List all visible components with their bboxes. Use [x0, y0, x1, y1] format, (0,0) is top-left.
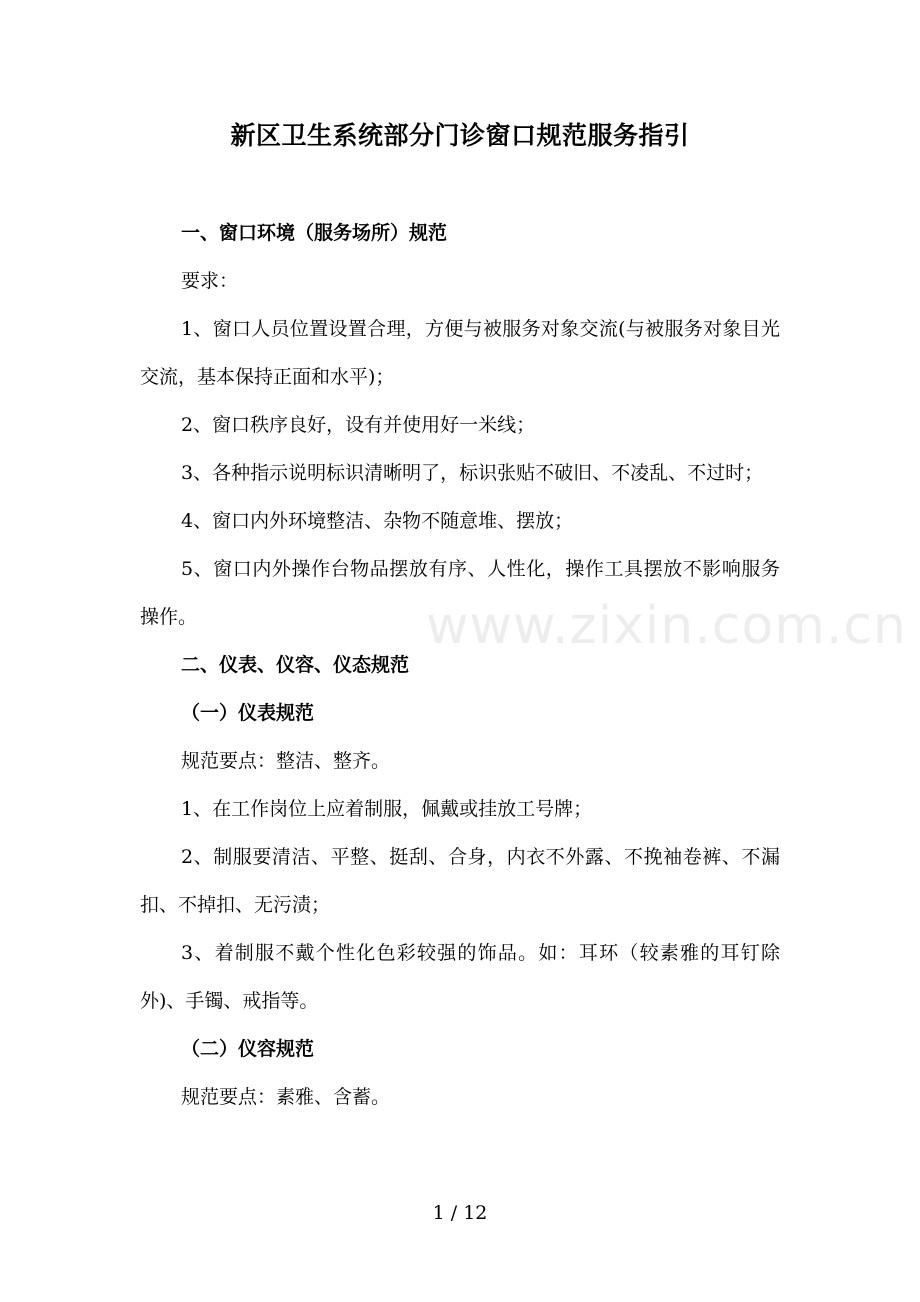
subsection-heading-grooming: （二）仪容规范 — [181, 1038, 315, 1060]
paragraph-item-4: 4、窗口内外环境整洁、杂物不随意堆、摆放； — [181, 510, 574, 532]
paragraph-dress-item-3: 3、着制服不戴个性化色彩较强的饰品。如：耳环（较素雅的耳钉除外)、手镯、戒指等。 — [140, 942, 780, 1012]
paragraph-dress-item-2: 2、制服要清洁、平整、挺刮、合身，内衣不外露、不挽袖卷裤、不漏扣、不掉扣、无污渍； — [140, 846, 780, 916]
paragraph-dress-key-points: 规范要点：整洁、整齐。 — [181, 750, 391, 772]
document-title: 新区卫生系统部分门诊窗口规范服务指引 — [230, 121, 690, 150]
paragraph-grooming-key-points: 规范要点：素雅、含蓄。 — [181, 1086, 391, 1108]
section-heading-environment: 一、窗口环境（服务场所）规范 — [181, 222, 448, 244]
paragraph-item-1: 1、窗口人员位置设置合理，方便与被服务对象交流(与被服务对象目光交流，基本保持正面和水平)； — [140, 318, 780, 388]
paragraph-item-2: 2、窗口秩序良好，设有并使用好一米线； — [181, 414, 536, 436]
subsection-heading-dress: （一）仪表规范 — [181, 702, 315, 724]
paragraph-item-5: 5、窗口内外操作台物品摆放有序、人性化，操作工具摆放不影响服务操作。 — [140, 558, 780, 628]
paragraph-requirements-label: 要求： — [181, 270, 239, 292]
paragraph-dress-item-1: 1、在工作岗位上应着制服，佩戴或挂放工号牌； — [181, 798, 593, 820]
page-number: 1 / 12 — [432, 1202, 488, 1224]
watermark-text: www.zixin.com.cn — [426, 596, 907, 656]
document-body — [140, 209, 780, 1121]
paragraph-item-3: 3、各种指示说明标识清晰明了，标识张贴不破旧、不凌乱、不过时； — [181, 462, 764, 484]
section-heading-appearance: 二、仪表、仪容、仪态规范 — [181, 654, 410, 676]
